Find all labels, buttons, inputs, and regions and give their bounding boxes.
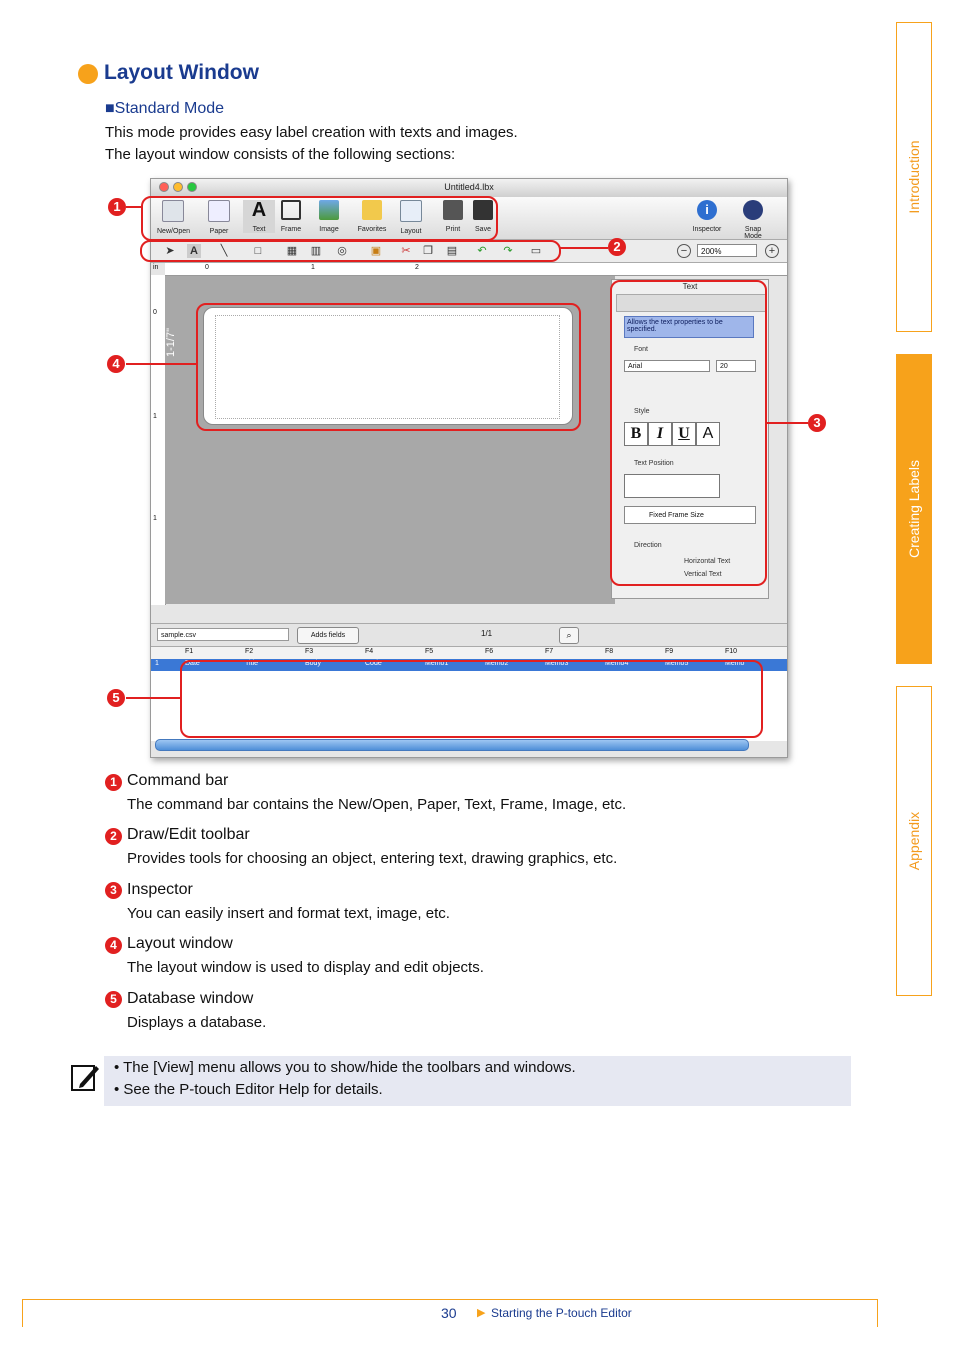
footer-right-border [877,1299,878,1327]
text-button[interactable]: A Text [243,200,275,233]
item-description: You can easily insert and format text, image, etc. [127,905,450,922]
zoom-select[interactable]: 200% [697,244,757,257]
column-header[interactable]: F8 [605,648,614,655]
item-description: Provides tools for choosing an object, entering text, drawing graphics, etc. [127,850,618,867]
inspector-button[interactable]: i Inspector [692,202,722,233]
draw-edit-toolbar-callout [140,240,561,262]
layout-window-callout [196,303,581,431]
table-row[interactable]: 1 Date Title Body Code Memo1 Memo2 Memo3 Memo4 Memo5 Memo [151,659,787,671]
frame-button[interactable]: Frame [275,200,307,233]
effects-button[interactable]: A [696,422,720,446]
page-number: 30 [441,1305,457,1321]
item-title: Command bar [127,772,229,789]
table-tool-icon[interactable]: ▦ [286,245,298,257]
item-title: Draw/Edit toolbar [127,826,250,843]
note-line: • The [View] menu allows you to show/hide the toolbars and windows. [114,1059,576,1076]
record-counter: 1/1 [481,629,493,638]
callout-number: 1 [108,198,126,216]
callout-number: 2 [608,238,626,256]
column-header[interactable]: F3 [305,648,314,655]
database-window-callout [180,660,763,738]
callout-number: 3 [808,414,826,432]
underline-button[interactable]: U [672,422,696,446]
intro-line-2: The layout window consists of the following sections: [105,146,456,163]
paste-icon[interactable]: ▤ [446,245,458,257]
copy-icon[interactable]: ❐ [423,245,433,257]
column-header[interactable]: F10 [725,648,738,655]
text-position-label: Text Position [634,460,674,467]
note-line: • See the P-touch Editor Help for details. [114,1081,383,1098]
callout-line [126,363,197,365]
paper-button[interactable]: Paper [203,200,235,235]
italic-button[interactable]: I [648,422,672,446]
section-subtitle: ■Standard Mode [105,100,225,117]
font-size-select[interactable]: 20 [716,360,756,372]
barcode-tool-icon[interactable]: ▥ [310,245,322,257]
item-number: 1 [105,774,122,791]
note-pencil-icon [70,1062,100,1092]
column-header[interactable]: F5 [425,648,434,655]
column-header[interactable]: F9 [665,648,674,655]
item-description: The layout window is used to display and edit objects. [127,959,484,976]
page-title: Layout Window [104,61,259,84]
tab-creating-labels[interactable] [896,354,932,664]
horizontal-text-radio[interactable]: Horizontal Text [684,558,731,565]
snap-mode-icon [743,200,763,220]
tab-appendix[interactable] [896,686,932,996]
bold-button[interactable]: B [624,422,648,446]
window-title: Untitled4.lbx [444,182,494,192]
callout-line [560,247,608,249]
font-select[interactable]: Arial [624,360,710,372]
tab-label: Creating Labels [906,459,922,559]
save-button[interactable]: Save [467,200,499,233]
column-header[interactable]: F2 [245,648,254,655]
rectangle-tool-icon[interactable]: □ [254,245,262,257]
info-icon: i [697,200,717,220]
horizontal-ruler: in 0 1 2 [165,263,787,276]
select-arrow-icon[interactable]: ➤ [165,245,175,257]
tab-label: Introduction [906,140,922,214]
database-file-field[interactable]: sample.csv [157,628,289,641]
label-size-text: 1-1/7" [165,328,177,357]
callout-line [766,422,808,424]
horizontal-scrollbar[interactable] [155,739,749,751]
intro-line-1: This mode provides easy label creation with texts and images. [105,124,518,141]
heading-bullet-icon [78,64,98,84]
favorites-button[interactable]: Favorites [356,200,388,233]
footer-arrow-icon: ▶ [477,1307,486,1319]
cut-icon[interactable]: ✂ [401,245,411,257]
layout-button[interactable]: Layout [395,200,427,235]
tab-introduction[interactable] [896,22,932,332]
properties-icon[interactable]: ▭ [530,245,542,257]
clipart-tool-icon[interactable]: ◎ [337,245,347,257]
vertical-ruler: 0 1 1 [151,275,166,605]
item-number: 4 [105,937,122,954]
zoom-out-icon[interactable]: − [677,244,691,258]
text-tool-icon[interactable]: A [187,244,201,258]
direction-label: Direction [634,542,662,549]
image-button[interactable]: Image [313,200,345,233]
inspector-hint: Allows the text properties to be specified. [624,316,754,338]
column-header[interactable]: F7 [545,648,554,655]
snap-mode-button[interactable]: Snap Mode [737,200,769,240]
redo-icon[interactable]: ↷ [503,245,513,257]
search-icon[interactable]: ⌕ [559,627,579,644]
callout-number: 5 [107,689,125,707]
print-button[interactable]: Print [437,200,469,233]
item-description: The command bar contains the New/Open, Paper, Text, Frame, Image, etc. [127,796,627,813]
vertical-text-radio[interactable]: Vertical Text [684,571,722,578]
callout-number: 4 [107,355,125,373]
inspector-callout [610,280,767,586]
footer-left-border [22,1299,23,1327]
item-number: 3 [105,882,122,899]
item-title: Layout window [127,935,233,952]
callout-line [126,206,142,208]
undo-icon[interactable]: ↶ [477,245,487,257]
callout-line [126,697,181,699]
new-open-button[interactable]: New/Open [157,200,189,235]
fixed-frame-size-button[interactable]: Fixed Frame Size [624,506,756,524]
item-number: 5 [105,991,122,1008]
footer-section-link[interactable]: Starting the P-touch Editor [491,1306,632,1320]
item-description: Displays a database. [127,1014,267,1031]
database-toolbar [151,623,787,647]
column-header[interactable]: F4 [365,648,374,655]
item-title: Database window [127,990,254,1007]
zoom-in-icon[interactable]: + [765,244,779,258]
item-number: 2 [105,828,122,845]
font-section-label: Font [634,346,649,353]
inspector-title: Text [682,282,698,291]
column-header[interactable]: F6 [485,648,494,655]
style-section-label: Style [634,408,650,415]
text-icon: A [251,199,267,221]
column-header[interactable]: F1 [185,648,194,655]
adds-fields-button[interactable]: Adds fields [297,627,359,644]
tab-label: Appendix [906,811,922,871]
note-box [104,1056,851,1106]
item-title: Inspector [127,881,193,898]
line-tool-icon[interactable]: ╲ [220,245,228,257]
image-tool-icon[interactable]: ▣ [370,245,382,257]
command-bar-callout [141,196,498,241]
